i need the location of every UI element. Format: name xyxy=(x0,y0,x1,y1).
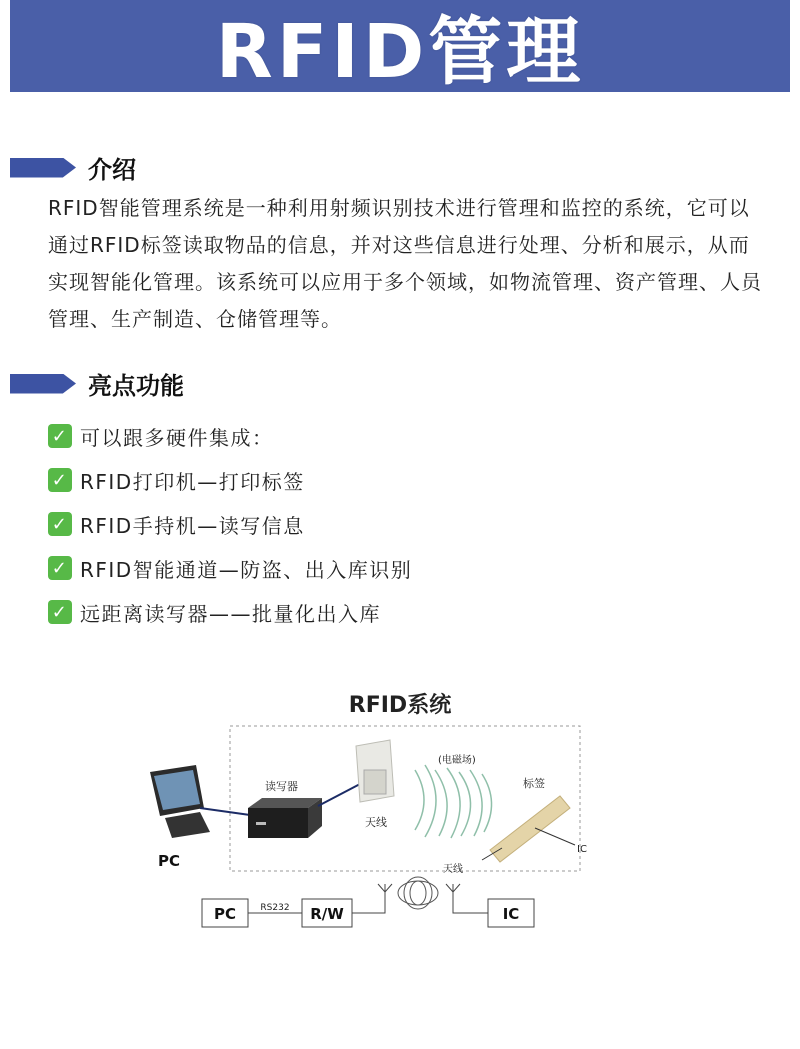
antenna-panel-icon xyxy=(356,740,394,802)
signal-waves-icon xyxy=(398,877,438,909)
checkmark-icon: ✓ xyxy=(48,600,72,624)
pc-monitor-icon xyxy=(150,765,210,838)
em-field-waves xyxy=(415,765,492,838)
reader-antenna-icon xyxy=(378,884,392,892)
checkmark-icon: ✓ xyxy=(48,556,72,580)
feature-text: RFID打印机—打印标签 xyxy=(80,469,305,494)
checkmark-icon: ✓ xyxy=(48,468,72,492)
flow-rw-label: R/W xyxy=(310,905,344,923)
checkmark-icon: ✓ xyxy=(48,424,72,448)
ic-label: IC xyxy=(577,844,587,855)
feature-list xyxy=(48,414,412,634)
features-section-header xyxy=(10,366,184,401)
antenna-cable xyxy=(318,784,360,806)
title-banner xyxy=(10,0,790,95)
intro-paragraph: RFID智能管理系统是一种利用射频识别技术进行管理和监控的系统，它可以通过RFID标签读取物品的信息，并对这些信息进行处理、分析和展示，从而实现智能化管理。该系统可以应用于多个领域，如物流管理、资产管理、人员管理、生产制造、仓储管理等。 xyxy=(48,196,762,331)
features-heading: 亮点功能 xyxy=(88,372,184,400)
feature-text: RFID智能通道—防盗、出入库识别 xyxy=(80,557,413,582)
checkmark-icon: ✓ xyxy=(48,512,72,536)
section-arrow-icon xyxy=(10,374,76,394)
feature-item xyxy=(48,502,412,546)
rs232-label: RS232 xyxy=(260,903,290,913)
feature-text: 可以跟多硬件集成： xyxy=(80,425,274,450)
flow-ic-label: IC xyxy=(502,905,520,923)
feature-item xyxy=(48,414,412,458)
page-title: RFID管理 xyxy=(215,9,585,95)
diagram-title: RFID系统 xyxy=(348,693,452,718)
tag-antenna-icon xyxy=(446,884,460,892)
tag-antenna-line xyxy=(453,892,488,913)
tag-label: 标签 xyxy=(523,777,545,790)
section-arrow-icon xyxy=(10,158,76,178)
intro-heading: 介绍 xyxy=(88,156,136,184)
field-label: (电磁场) xyxy=(438,755,476,766)
intro-section-header xyxy=(10,150,136,185)
flow-pc-label: PC xyxy=(213,905,237,923)
rfid-system-diagram xyxy=(0,680,800,940)
pc-cable xyxy=(200,808,250,815)
pc-label: PC xyxy=(158,852,181,870)
feature-text: 远距离读写器——批量化出入库 xyxy=(80,601,381,626)
ic-pointer xyxy=(535,828,575,845)
tag-antenna-label: 天线 xyxy=(443,864,463,875)
reader-label: 读写器 xyxy=(265,780,298,793)
feature-item xyxy=(48,458,412,502)
feature-text: RFID手持机—读写信息 xyxy=(80,513,305,538)
feature-item xyxy=(48,546,412,590)
reader-device-icon xyxy=(248,798,322,838)
reader-antenna-line xyxy=(352,892,385,913)
rfid-tag-icon xyxy=(490,796,570,862)
feature-item xyxy=(48,590,412,634)
antenna-label: 天线 xyxy=(365,816,387,829)
